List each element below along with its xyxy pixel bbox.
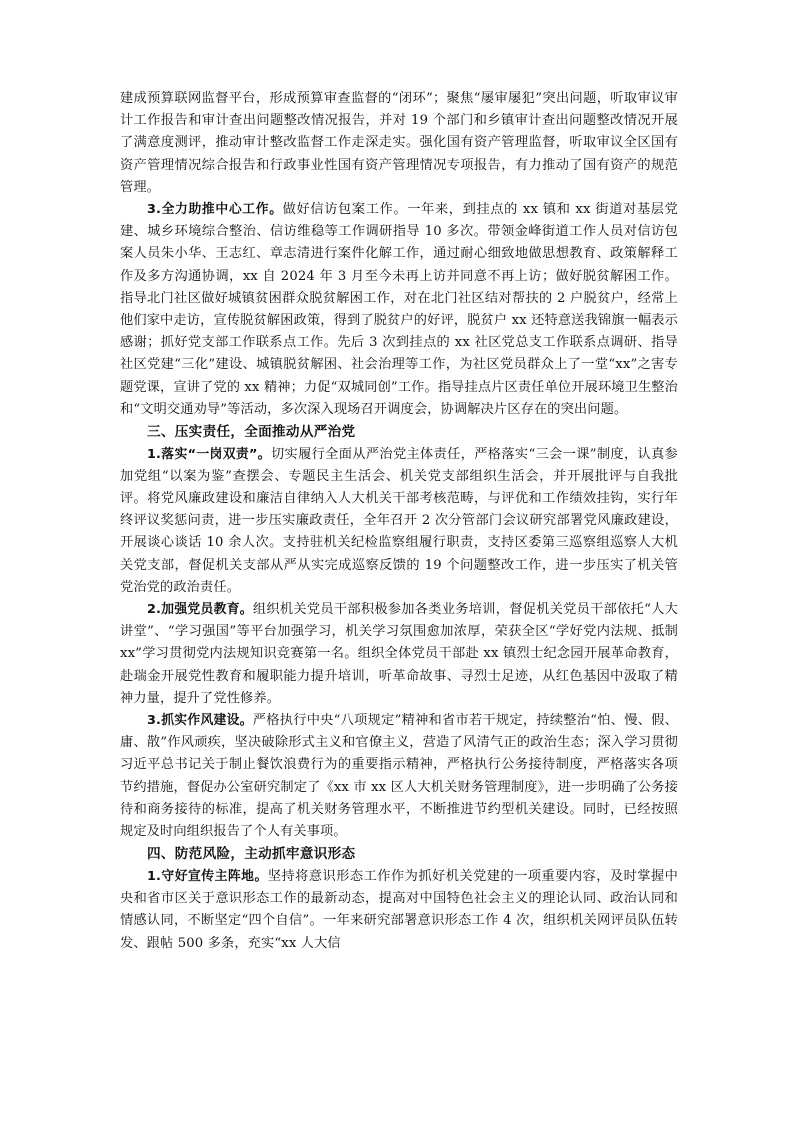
document-page [120, 88, 678, 955]
subsection-title: 1.守好宣传主阵地。 [147, 868, 268, 884]
paragraph-text: 坚持将意识形态工作作为抓好机关党建的一项重要内容，及时掌握中央和省市区关于意识形态工作的最新动态，提高对中国特色社会主义的理论认同、政治认同和情感认同，不断坚定“四个自信”。一年来研究部署意识形态工作 4 次，组织机关网评员队伍转发、跟帖 500 多条，充实“xx 人大信 [120, 868, 679, 951]
subsection-title: 3.抓实作风建设。 [147, 713, 253, 729]
body-paragraph [120, 710, 678, 843]
paragraph-text: 切实履行全面从严治党主体责任，严格落实“三会一课”制度，认真参加党组“以案为鉴”查摆会、专题民主生活会、机关党支部组织生活会，并开展批评与自我批评。将党风廉政建设和廉洁自律纳入人大机关干部考核范畴，与评优和工作绩效挂钩，实行年终评议奖惩问责，进一步压实廉政责任，全年召开 2 次分管部门会议研究部署党风廉政建设，开展谈心谈话 10 余人次。支持驻机关纪检监察组履行职责，支持区委第三巡察组巡察人大机关党支部，督促机关支部从严从实完成巡察反馈的 19 个问题整改工作，进一步压实了机关管党治党的政治责任。 [120, 446, 678, 595]
subsection-title: 1.落实“一岗双责”。 [147, 446, 271, 462]
body-paragraph [120, 866, 678, 955]
subsection-title: 2.加强党员教育。 [147, 602, 253, 618]
subsection-title: 3.全力助推中心工作。 [147, 202, 283, 218]
body-paragraph [120, 599, 678, 710]
section-heading: 三、压实责任，全面推动从严治党 [147, 424, 356, 441]
paragraph-text: 建成预算联网监督平台，形成预算审查监督的“闭环”；聚焦“屡审屡犯”突出问题，听取审议审计工作报告和审计查出问题整改情况报告，并对 19 个部门和乡镇审计查出问题整改情况开展了满意度测评，推动审计整改监督工作走深走实。强化国有资产管理监督，听取审议全区国有资产管理情况综合报告和行政事业性国有资产管理情况专项报告，有力推动了国有资产的规范管理。 [120, 91, 678, 195]
paragraph-text: 组织机关党员干部积极参加各类业务培训，督促机关党员干部依托“人大讲堂”、“学习强国”等平台加强学习，机关学习氛围愈加浓厚，荣获全区“学好党内法规、抵制 xx”学习贯彻党内法规知识竞赛第一名。组织全体党员干部赴 xx 镇烈士纪念园开展革命教育，赴瑞金开展党性教育和履职能力提升培训，听革命故事、寻烈士足迹，从红色基因中汲取了精神力量，提升了党性修养。 [120, 602, 678, 706]
paragraph-text: 严格执行中央“八项规定”精神和省市若干规定，持续整治“怕、慢、假、庸、散”作风顽疾，坚决破除形式主义和官僚主义，营造了风清气正的政治生态；深入学习贯彻习近平总书记关于制止餐饮浪费行为的重要指示精神，严格执行公务接待制度，严格落实各项节约措施，督促办公室研究制定了《xx 市 xx 区人大机关财务管理制度》，进一步明确了公务接待和商务接待的标准，提高了机关财务管理水平，不断推进节约型机关建设。同时，已经按照规定及时向组织报告了个人有关事项。 [120, 713, 678, 840]
paragraph-text: 做好信访包案工作。一年来，到挂点的 xx 镇和 xx 街道对基层党建、城乡环境综合整治、信访维稳等工作调研指导 10 多次。带领金峰街道工作人员对信访包案人员朱小华、王志红、章志清进行案件化解工作，通过耐心细致地做思想教育、政策解释工作及多方沟通协调，xx 自 2024 年 3 月至今未再上访并同意不再上访；做好脱贫解困工作。指导北门社区做好城镇贫困群众脱贫解困工作，对在北门社区结对帮扶的 2 户脱贫户，经常上他们家中走访，宣传脱贫解困政策，得到了脱贫户的好评，脱贫户 xx 还特意送我锦旗一幅表示感谢；抓好党支部工作联系点工作。先后 3 次到挂点的 xx 社区党总支工作联系点调研、指导社区党建“三化”建设、城镇脱贫解困、社会治理等工作，为社区党员群众上了一堂“xx”之害专题党课，宣讲了党的 xx 精神；力促“双城同创”工作。指导挂点片区责任单位开展环境卫生整治和“文明交通劝导”等活动，多次深入现场召开调度会，协调解决片区存在的突出问题。 [120, 202, 678, 417]
section-heading: 四、防范风险，主动抓牢意识形态 [147, 846, 356, 863]
body-paragraph [120, 88, 678, 199]
body-paragraph [120, 444, 678, 599]
body-paragraph [120, 199, 678, 421]
